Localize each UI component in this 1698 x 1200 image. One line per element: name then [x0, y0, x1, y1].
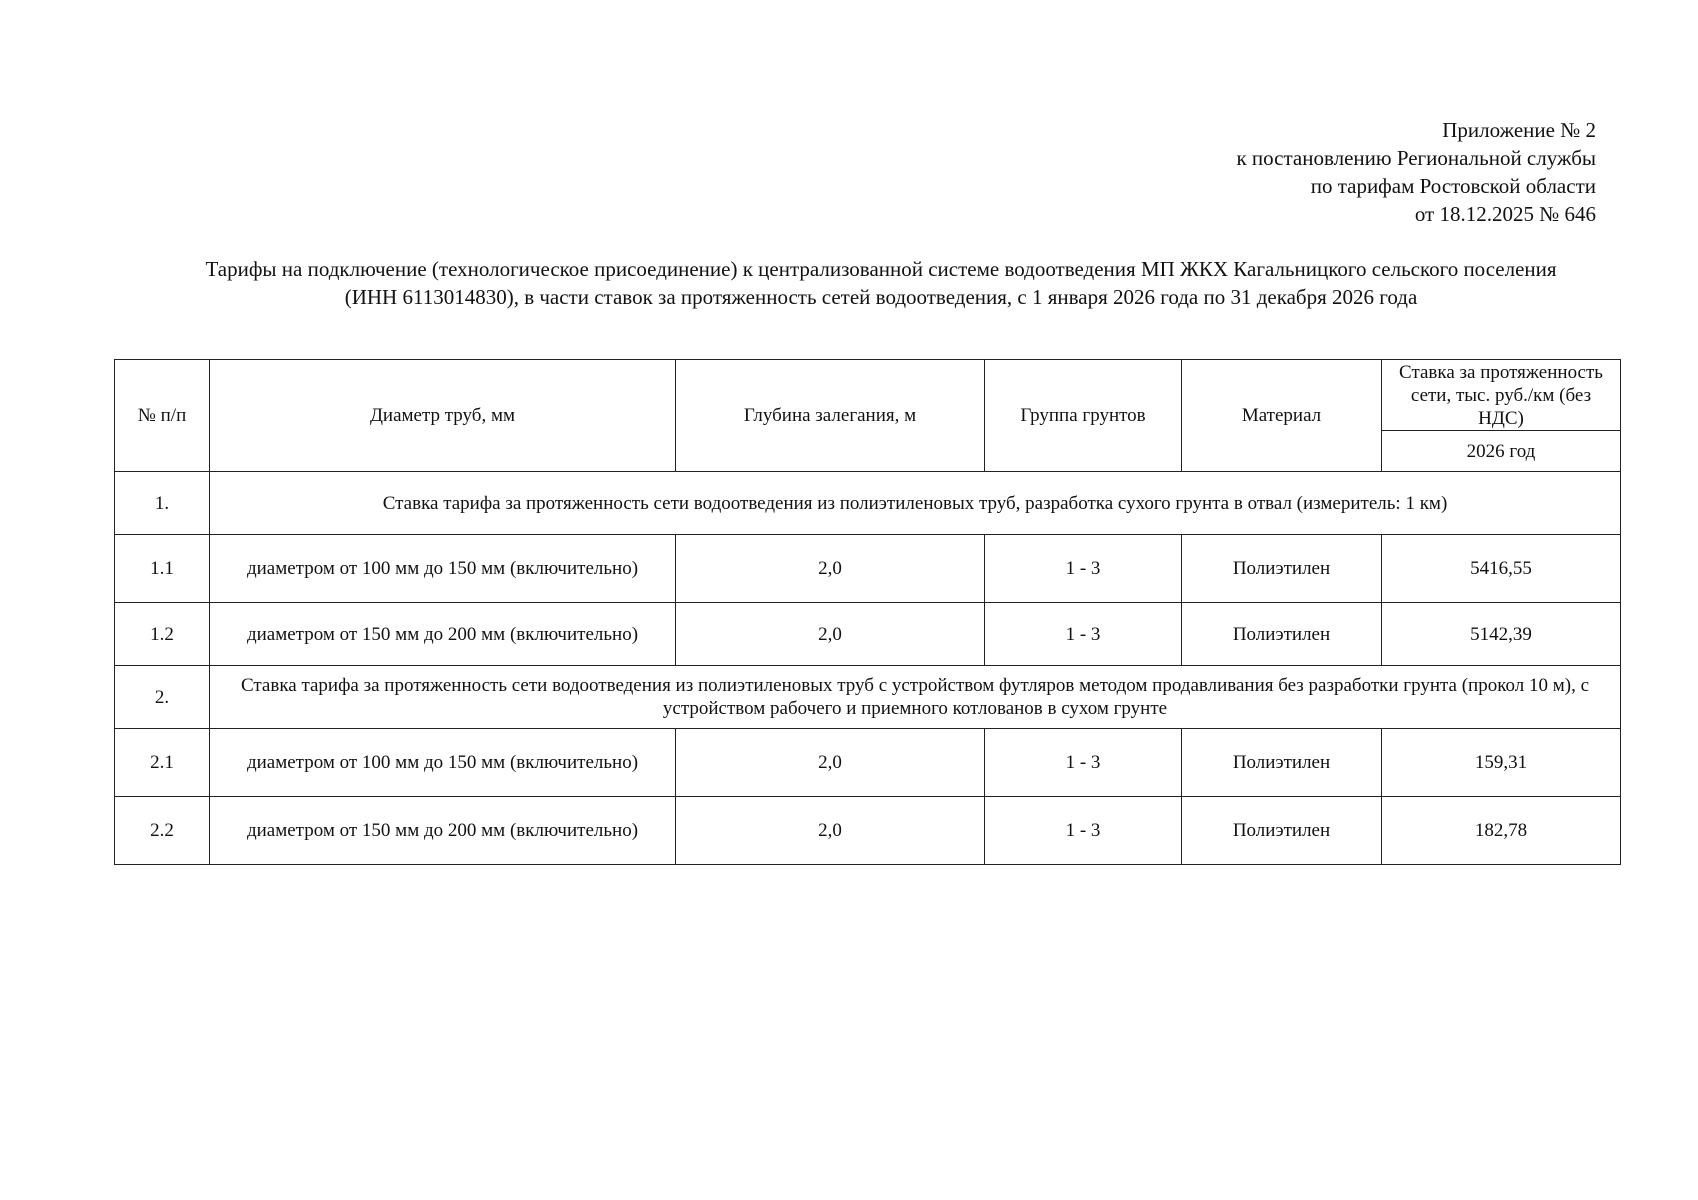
appendix-authority: по тарифам Ростовской области — [1310, 174, 1596, 198]
appendix-reference: к постановлению Региональной службы — [1236, 146, 1596, 170]
header-material: Материал — [1182, 360, 1382, 472]
section-title: Ставка тарифа за протяженность сети водоотведения из полиэтиленовых труб с устройством футляров методом продавливания без разработки грунта (прокол 10 м), с устройством рабочего и приемного котлованов в сухом грунте — [210, 666, 1621, 729]
document-title-line-1: Тарифы на подключение (технологическое присоединение) к централизованной системе водоотведения МП ЖКХ Кагальницкого сельского поселения — [205, 257, 1557, 281]
header-depth: Глубина залегания, м — [676, 360, 985, 472]
cell-diameter: диаметром от 150 мм до 200 мм (включительно) — [210, 797, 676, 865]
document-title-line-2: (ИНН 6113014830), в части ставок за протяженность сетей водоотведения, с 1 января 2026 года по 31 декабря 2026 года — [344, 285, 1418, 309]
cell-material: Полиэтилен — [1182, 797, 1382, 865]
cell-soil-group: 1 - 3 — [985, 603, 1182, 666]
document-title — [150, 255, 1612, 311]
cell-num: 1.2 — [115, 603, 210, 666]
header-diameter: Диаметр труб, мм — [210, 360, 676, 472]
cell-diameter: диаметром от 100 мм до 150 мм (включительно) — [210, 535, 676, 603]
section-num: 1. — [115, 472, 210, 535]
tariff-table — [114, 359, 1621, 865]
cell-depth: 2,0 — [676, 797, 985, 865]
cell-soil-group: 1 - 3 — [985, 729, 1182, 797]
appendix-header — [1236, 116, 1596, 228]
table-row — [115, 729, 1621, 797]
cell-num: 1.1 — [115, 535, 210, 603]
cell-num: 2.2 — [115, 797, 210, 865]
header-num: № п/п — [115, 360, 210, 472]
cell-soil-group: 1 - 3 — [985, 797, 1182, 865]
section-row — [115, 472, 1621, 535]
appendix-number: Приложение № 2 — [1442, 118, 1596, 142]
cell-rate: 159,31 — [1382, 729, 1621, 797]
section-title: Ставка тарифа за протяженность сети водоотведения из полиэтиленовых труб, разработка сухого грунта в отвал (измеритель: 1 км) — [210, 472, 1621, 535]
cell-material: Полиэтилен — [1182, 729, 1382, 797]
cell-depth: 2,0 — [676, 603, 985, 666]
section-row — [115, 666, 1621, 729]
cell-rate: 182,78 — [1382, 797, 1621, 865]
cell-num: 2.1 — [115, 729, 210, 797]
cell-depth: 2,0 — [676, 729, 985, 797]
cell-rate: 5416,55 — [1382, 535, 1621, 603]
cell-material: Полиэтилен — [1182, 535, 1382, 603]
table-header-row — [115, 360, 1621, 431]
cell-rate: 5142,39 — [1382, 603, 1621, 666]
header-soil-group: Группа грунтов — [985, 360, 1182, 472]
header-year: 2026 год — [1382, 431, 1621, 472]
table-row — [115, 603, 1621, 666]
section-num: 2. — [115, 666, 210, 729]
cell-material: Полиэтилен — [1182, 603, 1382, 666]
cell-diameter: диаметром от 150 мм до 200 мм (включительно) — [210, 603, 676, 666]
cell-soil-group: 1 - 3 — [985, 535, 1182, 603]
table-row — [115, 797, 1621, 865]
cell-diameter: диаметром от 100 мм до 150 мм (включительно) — [210, 729, 676, 797]
table-row — [115, 535, 1621, 603]
cell-depth: 2,0 — [676, 535, 985, 603]
header-rate: Ставка за протяженность сети, тыс. руб./км (без НДС) — [1382, 360, 1621, 431]
appendix-date: от 18.12.2025 № 646 — [1414, 202, 1596, 226]
